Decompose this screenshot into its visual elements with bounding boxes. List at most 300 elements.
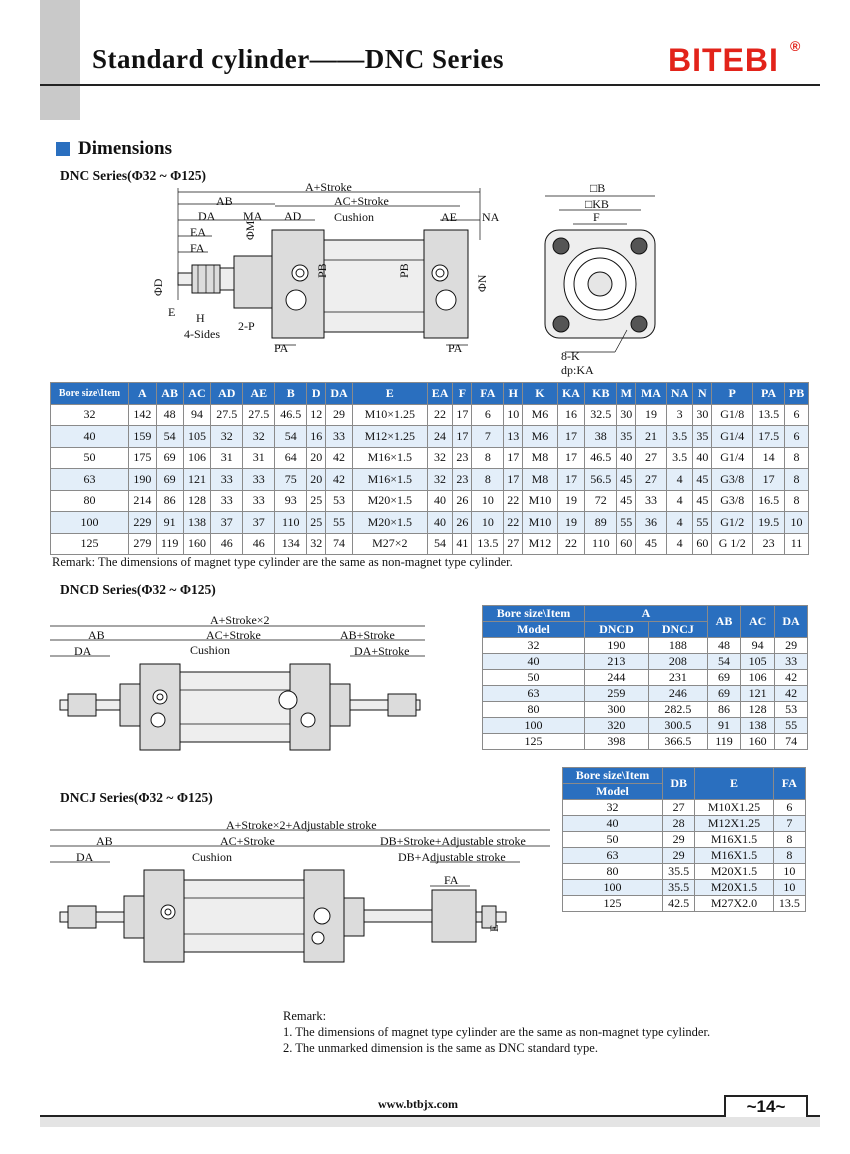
table-cell: 60 — [617, 533, 636, 555]
table-cell: 42 — [326, 469, 353, 491]
dnc-head-cell: Bore size\Item — [51, 383, 129, 405]
label-ea: EA — [190, 225, 206, 239]
header-rule — [40, 84, 820, 86]
table-cell: M12 — [523, 533, 557, 555]
dnc-head-cell: EA — [427, 383, 453, 405]
table-cell: 100 — [563, 880, 663, 896]
table-cell: 398 — [585, 734, 649, 750]
table-cell: 100 — [51, 512, 129, 534]
table-cell: 32 — [427, 447, 453, 469]
table-cell: M20X1.5 — [695, 880, 773, 896]
table-cell: M27×2 — [352, 533, 427, 555]
registered-mark: ® — [790, 38, 801, 54]
dnc-remark: Remark: The dimensions of magnet type cylinder are the same as non-magnet type cylinder. — [52, 555, 513, 569]
label-phi-m: ΦM — [243, 220, 257, 240]
table-cell: 105 — [183, 426, 211, 448]
table-row — [483, 686, 808, 702]
table-cell: 160 — [183, 533, 211, 555]
table-cell: 35 — [693, 426, 712, 448]
label-pa-left: PA — [274, 341, 289, 355]
table-cell: 17 — [453, 404, 472, 426]
table-cell: 16.5 — [753, 490, 785, 512]
table-cell: 35.5 — [663, 864, 695, 880]
table-cell: 27.5 — [211, 404, 243, 426]
dncd-dimension-table — [482, 605, 808, 750]
table-cell: 42 — [775, 670, 808, 686]
table-row — [483, 638, 808, 654]
table-cell: 3 — [666, 404, 693, 426]
table-row — [483, 718, 808, 734]
table-cell: 10 — [472, 512, 504, 534]
table-cell: 17 — [557, 426, 585, 448]
table-cell: 37 — [211, 512, 243, 534]
table-row — [51, 533, 809, 555]
table-cell: 41 — [453, 533, 472, 555]
table-row — [483, 734, 808, 750]
dnc-head-cell: M — [617, 383, 636, 405]
table-cell: 55 — [326, 512, 353, 534]
table-cell: 74 — [775, 734, 808, 750]
table-cell: 229 — [129, 512, 157, 534]
dnc-head-cell: AE — [243, 383, 275, 405]
label-dncd-ac-stroke: AC+Stroke — [206, 628, 261, 642]
table-cell: 29 — [663, 848, 695, 864]
table-cell: 208 — [648, 654, 707, 670]
label-ad: AD — [284, 209, 302, 223]
table-cell: 42 — [775, 686, 808, 702]
table-row — [51, 490, 809, 512]
table-cell: 7 — [773, 816, 805, 832]
dnc-head-cell: K — [523, 383, 557, 405]
table-cell: 86 — [156, 490, 183, 512]
dnc-head-cell: MA — [636, 383, 667, 405]
table-cell: 25 — [307, 490, 326, 512]
table-cell: 50 — [483, 670, 585, 686]
table-cell: 13 — [504, 426, 523, 448]
table-cell: 3.5 — [666, 447, 693, 469]
table-cell: M8 — [523, 469, 557, 491]
dncj-head-e: E — [695, 768, 773, 800]
label-4-sides: 4-Sides — [184, 327, 220, 341]
table-cell: 4 — [666, 469, 693, 491]
table-cell: M12X1.25 — [695, 816, 773, 832]
label-h: H — [196, 311, 205, 325]
dncd-series-label: DNCD Series(Φ32 ~ Φ125) — [60, 582, 216, 597]
table-cell: M16×1.5 — [352, 469, 427, 491]
table-cell: 244 — [585, 670, 649, 686]
table-cell: 23 — [453, 469, 472, 491]
table-cell: 32 — [427, 469, 453, 491]
table-cell: 55 — [617, 512, 636, 534]
table-cell: M20×1.5 — [352, 512, 427, 534]
dncj-series-label: DNCJ Series(Φ32 ~ Φ125) — [60, 790, 213, 805]
table-cell: 160 — [741, 734, 775, 750]
table-cell: 91 — [156, 512, 183, 534]
table-cell: 28 — [663, 816, 695, 832]
table-cell: 119 — [156, 533, 183, 555]
table-cell: 89 — [585, 512, 617, 534]
table-cell: 213 — [585, 654, 649, 670]
table-cell: 159 — [129, 426, 157, 448]
table-cell: 110 — [585, 533, 617, 555]
table-cell: 45 — [693, 469, 712, 491]
table-cell: M6 — [523, 426, 557, 448]
dnc-head-cell: FA — [472, 383, 504, 405]
table-cell: M16X1.5 — [695, 848, 773, 864]
dnc-head-cell: KA — [557, 383, 585, 405]
table-cell: 33 — [326, 426, 353, 448]
table-row — [563, 864, 806, 880]
table-cell: 40 — [563, 816, 663, 832]
label-ae: AE — [441, 210, 457, 224]
table-cell: 31 — [243, 447, 275, 469]
table-row — [563, 880, 806, 896]
table-cell: 29 — [326, 404, 353, 426]
label-dncj-ab: AB — [96, 834, 113, 848]
table-cell: 64 — [275, 447, 307, 469]
dncj-head-db: DB — [663, 768, 695, 800]
dncj-head-model: Model — [563, 784, 663, 800]
table-cell: 20 — [307, 447, 326, 469]
dncd-head-dncj: DNCJ — [648, 622, 707, 638]
table-cell: M8 — [523, 447, 557, 469]
table-cell: 91 — [707, 718, 740, 734]
table-cell: 32.5 — [585, 404, 617, 426]
table-cell: 119 — [707, 734, 740, 750]
table-cell: G3/8 — [712, 490, 753, 512]
table-cell: 46.5 — [585, 447, 617, 469]
dncj-dimension-table — [562, 767, 806, 912]
dnc-head-cell: E — [352, 383, 427, 405]
table-cell: 42 — [326, 447, 353, 469]
dnc-head-cell: H — [504, 383, 523, 405]
dnc-head-cell: DA — [326, 383, 353, 405]
label-ac-stroke: AC+Stroke — [334, 194, 389, 208]
table-cell: 46.5 — [275, 404, 307, 426]
dncd-head-ac: AC — [741, 606, 775, 638]
table-cell: 24 — [427, 426, 453, 448]
table-cell: 4 — [666, 490, 693, 512]
table-cell: 37 — [243, 512, 275, 534]
table-cell: 8 — [785, 490, 809, 512]
label-pa-right: PA — [448, 341, 463, 355]
dncd-head-bore: Bore size\Item — [483, 606, 585, 622]
table-row — [563, 896, 806, 912]
label-ma: MA — [243, 209, 263, 223]
table-cell: 19.5 — [753, 512, 785, 534]
dncj-drawing — [50, 820, 560, 990]
table-cell: M10 — [523, 490, 557, 512]
table-cell: 6 — [785, 404, 809, 426]
table-cell: 35 — [617, 426, 636, 448]
table-row — [483, 702, 808, 718]
table-cell: 50 — [563, 832, 663, 848]
table-cell: 55 — [775, 718, 808, 734]
table-cell: 32 — [307, 533, 326, 555]
table-cell: 11 — [785, 533, 809, 555]
table-row — [51, 404, 809, 426]
dncd-head-da: DA — [775, 606, 808, 638]
table-cell: M20×1.5 — [352, 490, 427, 512]
table-cell: M6 — [523, 404, 557, 426]
table-cell: 22 — [427, 404, 453, 426]
table-cell: 26 — [453, 512, 472, 534]
dnc-head-cell: PB — [785, 383, 809, 405]
table-cell: 300.5 — [648, 718, 707, 734]
table-cell: 4 — [666, 533, 693, 555]
label-dncd-ab: AB — [88, 628, 105, 642]
table-row — [483, 670, 808, 686]
table-cell: 214 — [129, 490, 157, 512]
table-cell: G1/4 — [712, 426, 753, 448]
table-cell: 54 — [427, 533, 453, 555]
label-dncj-da: DA — [76, 850, 94, 864]
dnc-head-cell: PA — [753, 383, 785, 405]
label-pb-right: PB — [397, 263, 411, 278]
label-dncj-cushion: Cushion — [192, 850, 233, 864]
table-cell: 32 — [483, 638, 585, 654]
label-da-stroke: DA+Stroke — [354, 644, 410, 658]
table-cell: 63 — [51, 469, 129, 491]
label-phi-d: ΦD — [151, 278, 165, 296]
table-cell: 40 — [617, 447, 636, 469]
table-cell: 14 — [753, 447, 785, 469]
table-cell: 106 — [741, 670, 775, 686]
table-cell: 94 — [183, 404, 211, 426]
table-cell: 17 — [453, 426, 472, 448]
table-cell: 45 — [636, 533, 667, 555]
table-cell: 33 — [775, 654, 808, 670]
table-cell: 10 — [472, 490, 504, 512]
table-cell: 74 — [326, 533, 353, 555]
table-cell: 246 — [648, 686, 707, 702]
table-cell: 29 — [663, 832, 695, 848]
label-db-adj: DB+Adjustable stroke — [398, 850, 506, 864]
table-cell: 32 — [243, 426, 275, 448]
table-cell: 32 — [211, 426, 243, 448]
table-cell: 134 — [275, 533, 307, 555]
label-2-p: 2-P — [238, 319, 255, 333]
table-cell: 10 — [504, 404, 523, 426]
table-cell: 10 — [773, 880, 805, 896]
table-cell: 105 — [741, 654, 775, 670]
table-cell: 125 — [483, 734, 585, 750]
label-pb-left: PB — [315, 263, 329, 278]
table-cell: 33 — [211, 490, 243, 512]
dnc-head-cell: KB — [585, 383, 617, 405]
table-cell: 32 — [563, 800, 663, 816]
dnc-end-drawing — [535, 180, 665, 380]
dncd-drawing — [50, 612, 430, 757]
table-cell: 8 — [472, 447, 504, 469]
label-dncd-da: DA — [74, 644, 92, 658]
table-cell: 26 — [453, 490, 472, 512]
table-cell: 53 — [326, 490, 353, 512]
table-cell: 69 — [156, 447, 183, 469]
label-a-stroke2: A+Stroke×2 — [210, 613, 270, 627]
table-cell: 56.5 — [585, 469, 617, 491]
table-cell: 19 — [557, 490, 585, 512]
label-fa: FA — [190, 241, 205, 255]
table-cell: 25 — [307, 512, 326, 534]
table-cell: 40 — [51, 426, 129, 448]
table-cell: 12 — [307, 404, 326, 426]
table-cell: 63 — [483, 686, 585, 702]
table-cell: 17 — [557, 469, 585, 491]
dncj-head-bore: Bore size\Item — [563, 768, 663, 784]
table-cell: M16X1.5 — [695, 832, 773, 848]
table-cell: 110 — [275, 512, 307, 534]
table-cell: 366.5 — [648, 734, 707, 750]
label-b: □B — [590, 181, 606, 195]
table-cell: 22 — [557, 533, 585, 555]
table-cell: 48 — [707, 638, 740, 654]
table-cell: 6 — [773, 800, 805, 816]
table-cell: 17 — [504, 469, 523, 491]
table-cell: M16×1.5 — [352, 447, 427, 469]
table-cell: 27.5 — [243, 404, 275, 426]
label-da: DA — [198, 209, 216, 223]
dncd-head-model: Model — [483, 622, 585, 638]
table-cell: 7 — [472, 426, 504, 448]
table-cell: 300 — [585, 702, 649, 718]
table-cell: 54 — [707, 654, 740, 670]
table-cell: G1/2 — [712, 512, 753, 534]
remarks-line-2: 2. The unmarked dimension is the same as DNC standard type. — [283, 1041, 598, 1055]
table-cell: 93 — [275, 490, 307, 512]
table-cell: 80 — [51, 490, 129, 512]
table-cell: 23 — [753, 533, 785, 555]
dnc-head-cell: AB — [156, 383, 183, 405]
dnc-head-cell: F — [453, 383, 472, 405]
table-cell: 69 — [707, 670, 740, 686]
table-cell: 106 — [183, 447, 211, 469]
label-ab-stroke: AB+Stroke — [340, 628, 395, 642]
table-cell: 17 — [504, 447, 523, 469]
table-cell: 86 — [707, 702, 740, 718]
table-cell: 17 — [753, 469, 785, 491]
table-cell: 16 — [307, 426, 326, 448]
dnc-head-cell: D — [307, 383, 326, 405]
table-cell: M10×1.25 — [352, 404, 427, 426]
table-cell: 42.5 — [663, 896, 695, 912]
table-cell: 40 — [483, 654, 585, 670]
label-a-stroke-adj: A+Stroke×2+Adjustable stroke — [226, 818, 377, 832]
table-cell: 20 — [307, 469, 326, 491]
table-cell: 60 — [693, 533, 712, 555]
dnc-head-cell: A — [129, 383, 157, 405]
table-cell: 36 — [636, 512, 667, 534]
table-cell: 19 — [557, 512, 585, 534]
table-cell: G1/4 — [712, 447, 753, 469]
table-cell: 27 — [636, 469, 667, 491]
dnc-series-label: DNC Series(Φ32 ~ Φ125) — [60, 168, 207, 183]
table-cell: 50 — [51, 447, 129, 469]
table-cell: 63 — [563, 848, 663, 864]
table-cell: 121 — [183, 469, 211, 491]
table-cell: 45 — [617, 469, 636, 491]
table-cell: 80 — [483, 702, 585, 718]
table-cell: 13.5 — [773, 896, 805, 912]
label-a-stroke: A+Stroke — [305, 180, 352, 194]
label-cushion: Cushion — [334, 210, 375, 224]
label-dncd-cushion: Cushion — [190, 643, 231, 657]
table-cell: 231 — [648, 670, 707, 686]
table-cell: 17.5 — [753, 426, 785, 448]
table-cell: 121 — [741, 686, 775, 702]
table-cell: 33 — [243, 490, 275, 512]
table-cell: 128 — [741, 702, 775, 718]
footer-url: www.btbjx.com — [378, 1097, 458, 1111]
table-cell: 4 — [666, 512, 693, 534]
page-title: Standard cylinder——DNC Series — [92, 44, 504, 74]
table-cell: 45 — [617, 490, 636, 512]
dncd-head-ab: AB — [707, 606, 740, 638]
table-cell: 190 — [129, 469, 157, 491]
table-cell: 33 — [243, 469, 275, 491]
table-cell: G 1/2 — [712, 533, 753, 555]
table-cell: 46 — [211, 533, 243, 555]
table-cell: 69 — [707, 686, 740, 702]
section-square-icon — [56, 142, 70, 156]
label-db-stroke-adj: DB+Stroke+Adjustable stroke — [380, 834, 526, 848]
table-cell: M10X1.25 — [695, 800, 773, 816]
table-cell: 8 — [773, 848, 805, 864]
table-cell: 72 — [585, 490, 617, 512]
table-cell: 55 — [693, 512, 712, 534]
table-cell: 40 — [427, 490, 453, 512]
table-cell: 40 — [693, 447, 712, 469]
dnc-head-cell: NA — [666, 383, 693, 405]
table-cell: 259 — [585, 686, 649, 702]
table-cell: M27X2.0 — [695, 896, 773, 912]
dncd-head-a: A — [585, 606, 708, 622]
table-cell: 30 — [693, 404, 712, 426]
dnc-head-cell: N — [693, 383, 712, 405]
table-cell: 138 — [183, 512, 211, 534]
table-cell: 31 — [211, 447, 243, 469]
table-cell: 8 — [773, 832, 805, 848]
table-cell: 38 — [585, 426, 617, 448]
dnc-dimension-table — [50, 382, 809, 555]
table-cell: 16 — [557, 404, 585, 426]
table-row — [563, 816, 806, 832]
table-cell: 21 — [636, 426, 667, 448]
table-row — [51, 469, 809, 491]
table-cell: 17 — [557, 447, 585, 469]
table-row — [563, 848, 806, 864]
table-cell: 54 — [275, 426, 307, 448]
table-cell: 48 — [156, 404, 183, 426]
table-cell: 128 — [183, 490, 211, 512]
dnc-head-cell: AC — [183, 383, 211, 405]
remarks-title: Remark: — [283, 1009, 327, 1023]
table-cell: 320 — [585, 718, 649, 734]
dnc-head-cell: P — [712, 383, 753, 405]
table-cell: 40 — [427, 512, 453, 534]
table-cell: 8 — [785, 469, 809, 491]
footer-strip — [40, 1117, 820, 1127]
table-cell: 279 — [129, 533, 157, 555]
table-cell: 10 — [773, 864, 805, 880]
table-cell: 13.5 — [753, 404, 785, 426]
table-cell: 32 — [51, 404, 129, 426]
table-cell: G3/8 — [712, 469, 753, 491]
label-dncj-fa: FA — [444, 873, 459, 887]
table-cell: M20X1.5 — [695, 864, 773, 880]
table-cell: 142 — [129, 404, 157, 426]
table-cell: 46 — [243, 533, 275, 555]
